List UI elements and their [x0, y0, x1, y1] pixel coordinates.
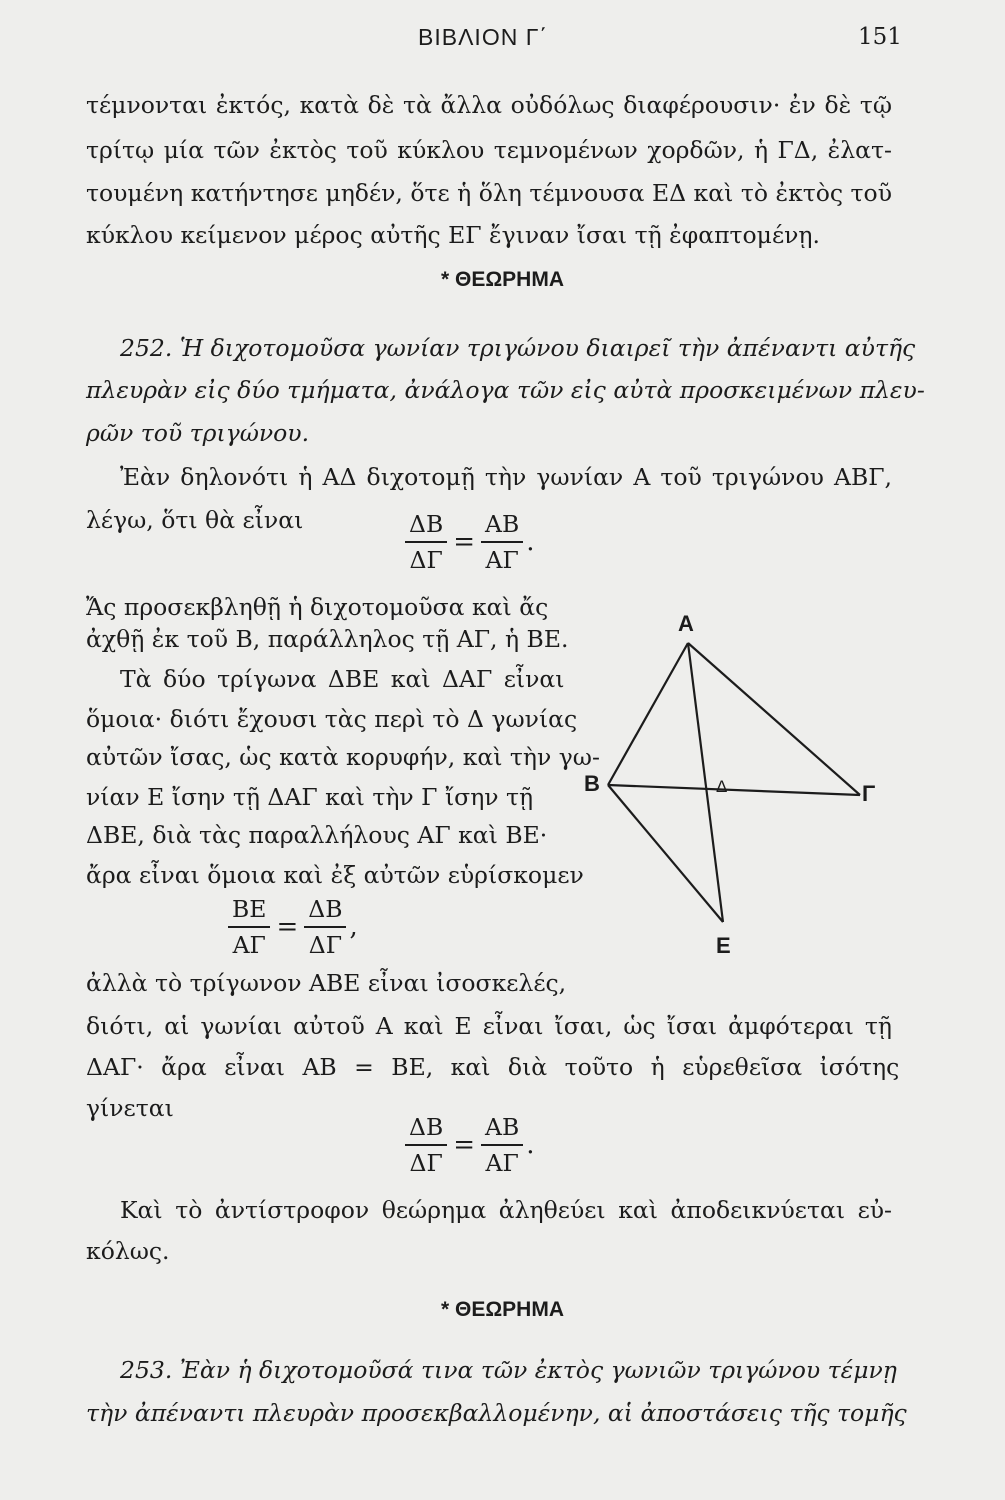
text-line: ΔΑΓ· ἄρα εἶναι ΑΒ = ΒΕ, καὶ διὰ τοῦτο ἡ εὑρεθεῖσα ἰσότης — [86, 1053, 900, 1081]
punctuation: , — [349, 912, 358, 942]
vertex-label-A: Α — [678, 611, 694, 636]
vertex-label-E: Ε — [716, 933, 731, 958]
punctuation: . — [526, 1130, 535, 1160]
theorem-heading: * ΘΕΩΡΗΜΑ — [440, 268, 565, 291]
running-title: ΒΙΒΛΙΟΝ Γ΄ — [418, 24, 549, 50]
proportion-equation — [405, 510, 535, 574]
theorem-statement-line: τὴν ἀπέναντι πλευρὰν προσεκβαλλομένην, αἱ ἀποστάσεις τῆς τομῆς — [86, 1399, 907, 1427]
numerator: ΔΒ — [405, 510, 447, 543]
theorem-heading: * ΘΕΩΡΗΜΑ — [440, 1298, 565, 1321]
denominator: ΑΓ — [485, 546, 519, 574]
segment-BE — [608, 785, 723, 922]
denominator: ΑΓ — [485, 1149, 519, 1177]
vertex-label-B: Β — [584, 771, 600, 796]
text-line: ΔΒΕ, διὰ τὰς παραλλήλους ΑΓ καὶ ΒΕ· — [86, 821, 548, 849]
side-AG — [688, 643, 860, 795]
text-line: κόλως. — [86, 1237, 170, 1265]
theorem-statement-line: πλευρὰν εἰς δύο τμήματα, ἀνάλογα τῶν εἰς αὐτὰ προσκειμένων πλευ- — [86, 376, 925, 404]
equals-sign: = — [453, 527, 476, 557]
theorem-statement-line — [86, 333, 916, 363]
text-line: τέμνονται ἐκτός, κατὰ δὲ τὰ ἄλλα οὐδόλως διαφέρουσιν· ἐν δὲ τῷ — [86, 91, 892, 119]
punctuation: . — [526, 527, 535, 557]
text-line: ἀλλὰ τὸ τρίγωνον ΑΒΕ εἶναι ἰσοσκελές, — [86, 969, 567, 997]
text-line: Ἄς προσεκβληθῇ ἡ διχοτομοῦσα καὶ ἄς — [86, 593, 549, 621]
numerator: ΔΒ — [405, 1113, 447, 1146]
text-line: τουμένη κατήντησε μηδέν, ὅτε ἡ ὅλη τέμνουσα ΕΔ καὶ τὸ ἐκτὸς τοῦ — [86, 179, 892, 207]
proportion-equation — [228, 895, 358, 959]
text-line: Τὰ δύο τρίγωνα ΔΒΕ καὶ ΔΑΓ εἶναι — [120, 665, 565, 693]
equals-sign: = — [453, 1130, 476, 1160]
numerator: ΑΒ — [481, 510, 523, 543]
fraction — [405, 1113, 447, 1177]
text-line: κύκλου κείμενον μέρος αὐτῆς ΕΓ ἔγιναν ἴσαι τῇ ἐφαπτομένῃ. — [86, 221, 820, 249]
fraction — [481, 510, 523, 574]
fraction — [228, 895, 270, 959]
text-line: Καὶ τὸ ἀντίστροφον θεώρημα ἀληθεύει καὶ ἀποδεικνύεται εὐ- — [120, 1196, 892, 1224]
text-line: νίαν Ε ἴσην τῇ ΔΑΓ καὶ τὴν Γ ἴσην τῇ — [86, 783, 534, 811]
equals-sign: = — [276, 912, 299, 942]
denominator: ΔΓ — [409, 546, 443, 574]
numerator: ΒΕ — [228, 895, 270, 928]
theorem-number: 253. — [120, 1356, 173, 1384]
text-line: γίνεται — [86, 1094, 174, 1122]
side-AB — [608, 643, 688, 785]
fraction — [304, 895, 346, 959]
denominator: ΑΓ — [232, 931, 266, 959]
text-line: Ἐὰν δηλονότι ἡ ΑΔ διχοτομῇ τὴν γωνίαν Α τοῦ τριγώνου ΑΒΓ, — [120, 463, 892, 491]
theorem-statement-text: Ἐὰν ἡ διχοτομοῦσά τινα τῶν ἐκτὸς γωνιῶν τριγώνου τέμνῃ — [179, 1356, 897, 1384]
vertex-label-G: Γ — [862, 781, 876, 806]
triangle-figure — [570, 605, 890, 965]
denominator: ΔΓ — [308, 931, 342, 959]
fraction — [481, 1113, 523, 1177]
theorem-statement-line: ρῶν τοῦ τριγώνου. — [86, 419, 310, 447]
side-BG — [608, 785, 860, 795]
page-number: 151 — [858, 24, 902, 50]
point-label-D: Δ — [716, 777, 728, 796]
theorem-number: 252. — [120, 334, 173, 362]
proportion-equation — [405, 1113, 535, 1177]
text-line: ἄρα εἶναι ὅμοια καὶ ἐξ αὐτῶν εὑρίσκομεν — [86, 861, 584, 889]
text-line: ὅμοια· διότι ἔχουσι τὰς περὶ τὸ Δ γωνίας — [86, 705, 578, 733]
text-line: λέγω, ὅτι θὰ εἶναι — [86, 506, 304, 534]
text-line: τρίτῳ μία τῶν ἐκτὸς τοῦ κύκλου τεμνομένων χορδῶν, ἡ ΓΔ, ἐλατ- — [86, 136, 892, 164]
text-line: αὐτῶν ἴσας, ὡς κατὰ κορυφήν, καὶ τὴν γω- — [86, 743, 600, 771]
theorem-statement-text: Ἡ διχοτομοῦσα γωνίαν τριγώνου διαιρεῖ τὴν ἀπέναντι αὐτῆς — [179, 334, 916, 362]
denominator: ΔΓ — [409, 1149, 443, 1177]
numerator: ΑΒ — [481, 1113, 523, 1146]
text-line: διότι, αἱ γωνίαι αὐτοῦ Α καὶ Ε εἶναι ἴσαι, ὡς ἴσαι ἀμφότεραι τῇ — [86, 1012, 892, 1040]
fraction — [405, 510, 447, 574]
theorem-statement-line — [86, 1355, 897, 1385]
numerator: ΔΒ — [304, 895, 346, 928]
triangle-diagram — [570, 605, 890, 965]
text-line: ἀχθῇ ἐκ τοῦ Β, παράλληλος τῇ ΑΓ, ἡ ΒΕ. — [86, 625, 569, 653]
running-head — [0, 24, 1005, 54]
